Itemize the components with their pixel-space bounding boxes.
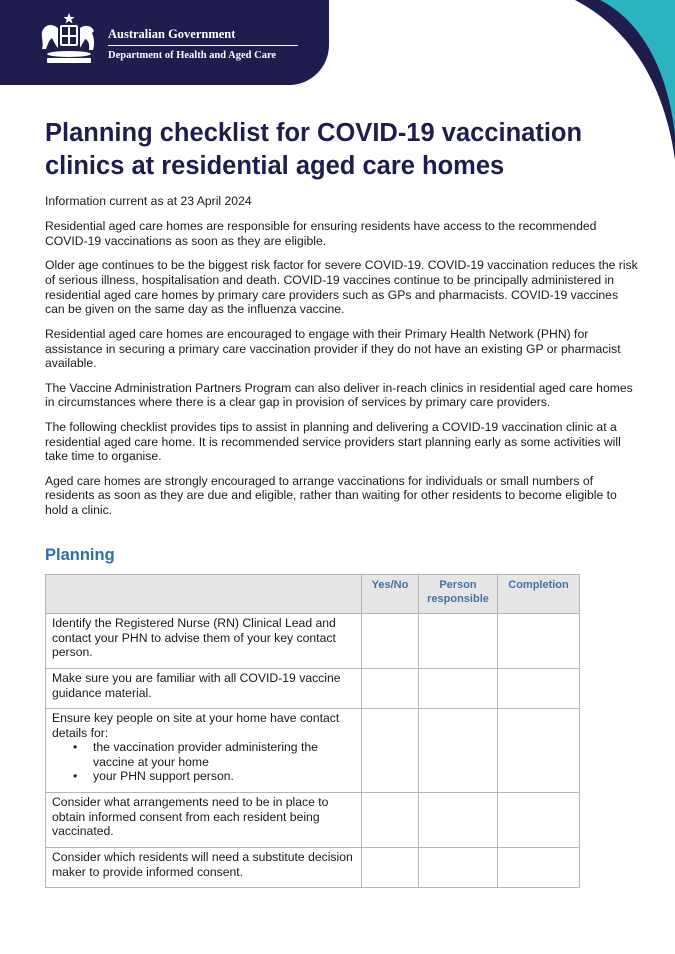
task-cell (46, 709, 362, 793)
intro-section (45, 219, 640, 528)
planning-heading: Planning (45, 546, 115, 564)
department-name: Department of Health and Aged Care (108, 50, 277, 61)
table-row (46, 793, 580, 848)
completion-cell[interactable] (498, 669, 580, 709)
person-responsible-cell[interactable] (419, 614, 498, 669)
intro-paragraph: Older age continues to be the biggest risk factor for severe COVID-19. COVID-19 vaccination reduces the risk of serious illness, hospitalisation and death. COVID-19 vaccines continue to be principally administered in residential aged care homes by primary care providers such as GPs and pharmacists. COVID-19 vaccines can be given on the same day as the influenza vaccine. (45, 258, 638, 317)
task-text: Consider which residents will need a substitute decision maker to provide informed consent. (52, 850, 353, 879)
completion-cell[interactable] (498, 793, 580, 848)
header-task (46, 575, 362, 614)
person-responsible-cell[interactable] (419, 709, 498, 793)
task-text: Identify the Registered Nurse (RN) Clinical Lead and contact your PHN to advise them of your key contact person. (52, 616, 336, 659)
task-cell (46, 793, 362, 848)
table-row (46, 848, 580, 888)
table-row (46, 709, 580, 793)
table-header-row (46, 575, 580, 614)
task-text: Consider what arrangements need to be in place to obtain informed consent from each resident being vaccinated. (52, 795, 329, 838)
completion-cell[interactable] (498, 614, 580, 669)
yes-no-cell[interactable] (362, 793, 419, 848)
planning-checklist-table (45, 574, 580, 888)
coat-of-arms-icon (36, 12, 102, 64)
header-person-responsible: Person responsible (419, 575, 498, 614)
person-responsible-cell[interactable] (419, 848, 498, 888)
yes-no-cell[interactable] (362, 669, 419, 709)
person-responsible-cell[interactable] (419, 669, 498, 709)
yes-no-cell[interactable] (362, 848, 419, 888)
yes-no-cell[interactable] (362, 614, 419, 669)
header-yes-no: Yes/No (362, 575, 419, 614)
task-text: Make sure you are familiar with all COVID-19 vaccine guidance material. (52, 671, 341, 700)
table-row (46, 669, 580, 709)
person-responsible-cell[interactable] (419, 793, 498, 848)
task-cell (46, 614, 362, 669)
info-date: Information current as at 23 April 2024 (45, 194, 252, 208)
intro-paragraph: The Vaccine Administration Partners Program can also deliver in-reach clinics in residential aged care homes in circumstances where there is a clear gap in provision of services by primary care providers. (45, 380, 633, 410)
table-row (46, 614, 580, 669)
completion-cell[interactable] (498, 709, 580, 793)
banner-divider (108, 45, 298, 46)
yes-no-cell[interactable] (362, 709, 419, 793)
bullet-item: • the vaccination provider administering the vaccine at your home (52, 740, 355, 769)
government-name: Australian Government (108, 27, 236, 41)
government-banner (0, 0, 329, 85)
bullet-item: • your PHN support person. (52, 769, 355, 784)
task-text: Ensure key people on site at your home have contact details for: (52, 711, 340, 740)
intro-paragraph: The following checklist provides tips to assist in planning and delivering a COVID-19 vaccination clinic at a residential aged care home. It is recommended service providers start planning early as some activities will take time to organise. (45, 419, 621, 464)
task-bullet-list (52, 740, 355, 784)
page-title: Planning checklist for COVID-19 vaccination clinics at residential aged care homes (45, 119, 583, 180)
intro-paragraph: Residential aged care homes are responsible for ensuring residents have access to the recommended COVID-19 vaccinations as soon as they are eligible. (45, 219, 597, 248)
intro-paragraph: Aged care homes are strongly encouraged to arrange vaccinations for individuals or small numbers of residents as soon as they are due and eligible, rather than waiting for other residents to become eligible to hold a clinic. (45, 473, 617, 518)
intro-paragraph: Residential aged care homes are encouraged to engage with their Primary Health Network (PHN) for assistance in securing a primary care vaccination provider if they do not have an existing GP or pharmacist available. (45, 326, 621, 371)
completion-cell[interactable] (498, 848, 580, 888)
task-cell (46, 669, 362, 709)
header-completion: Completion (498, 575, 580, 614)
task-cell (46, 848, 362, 888)
